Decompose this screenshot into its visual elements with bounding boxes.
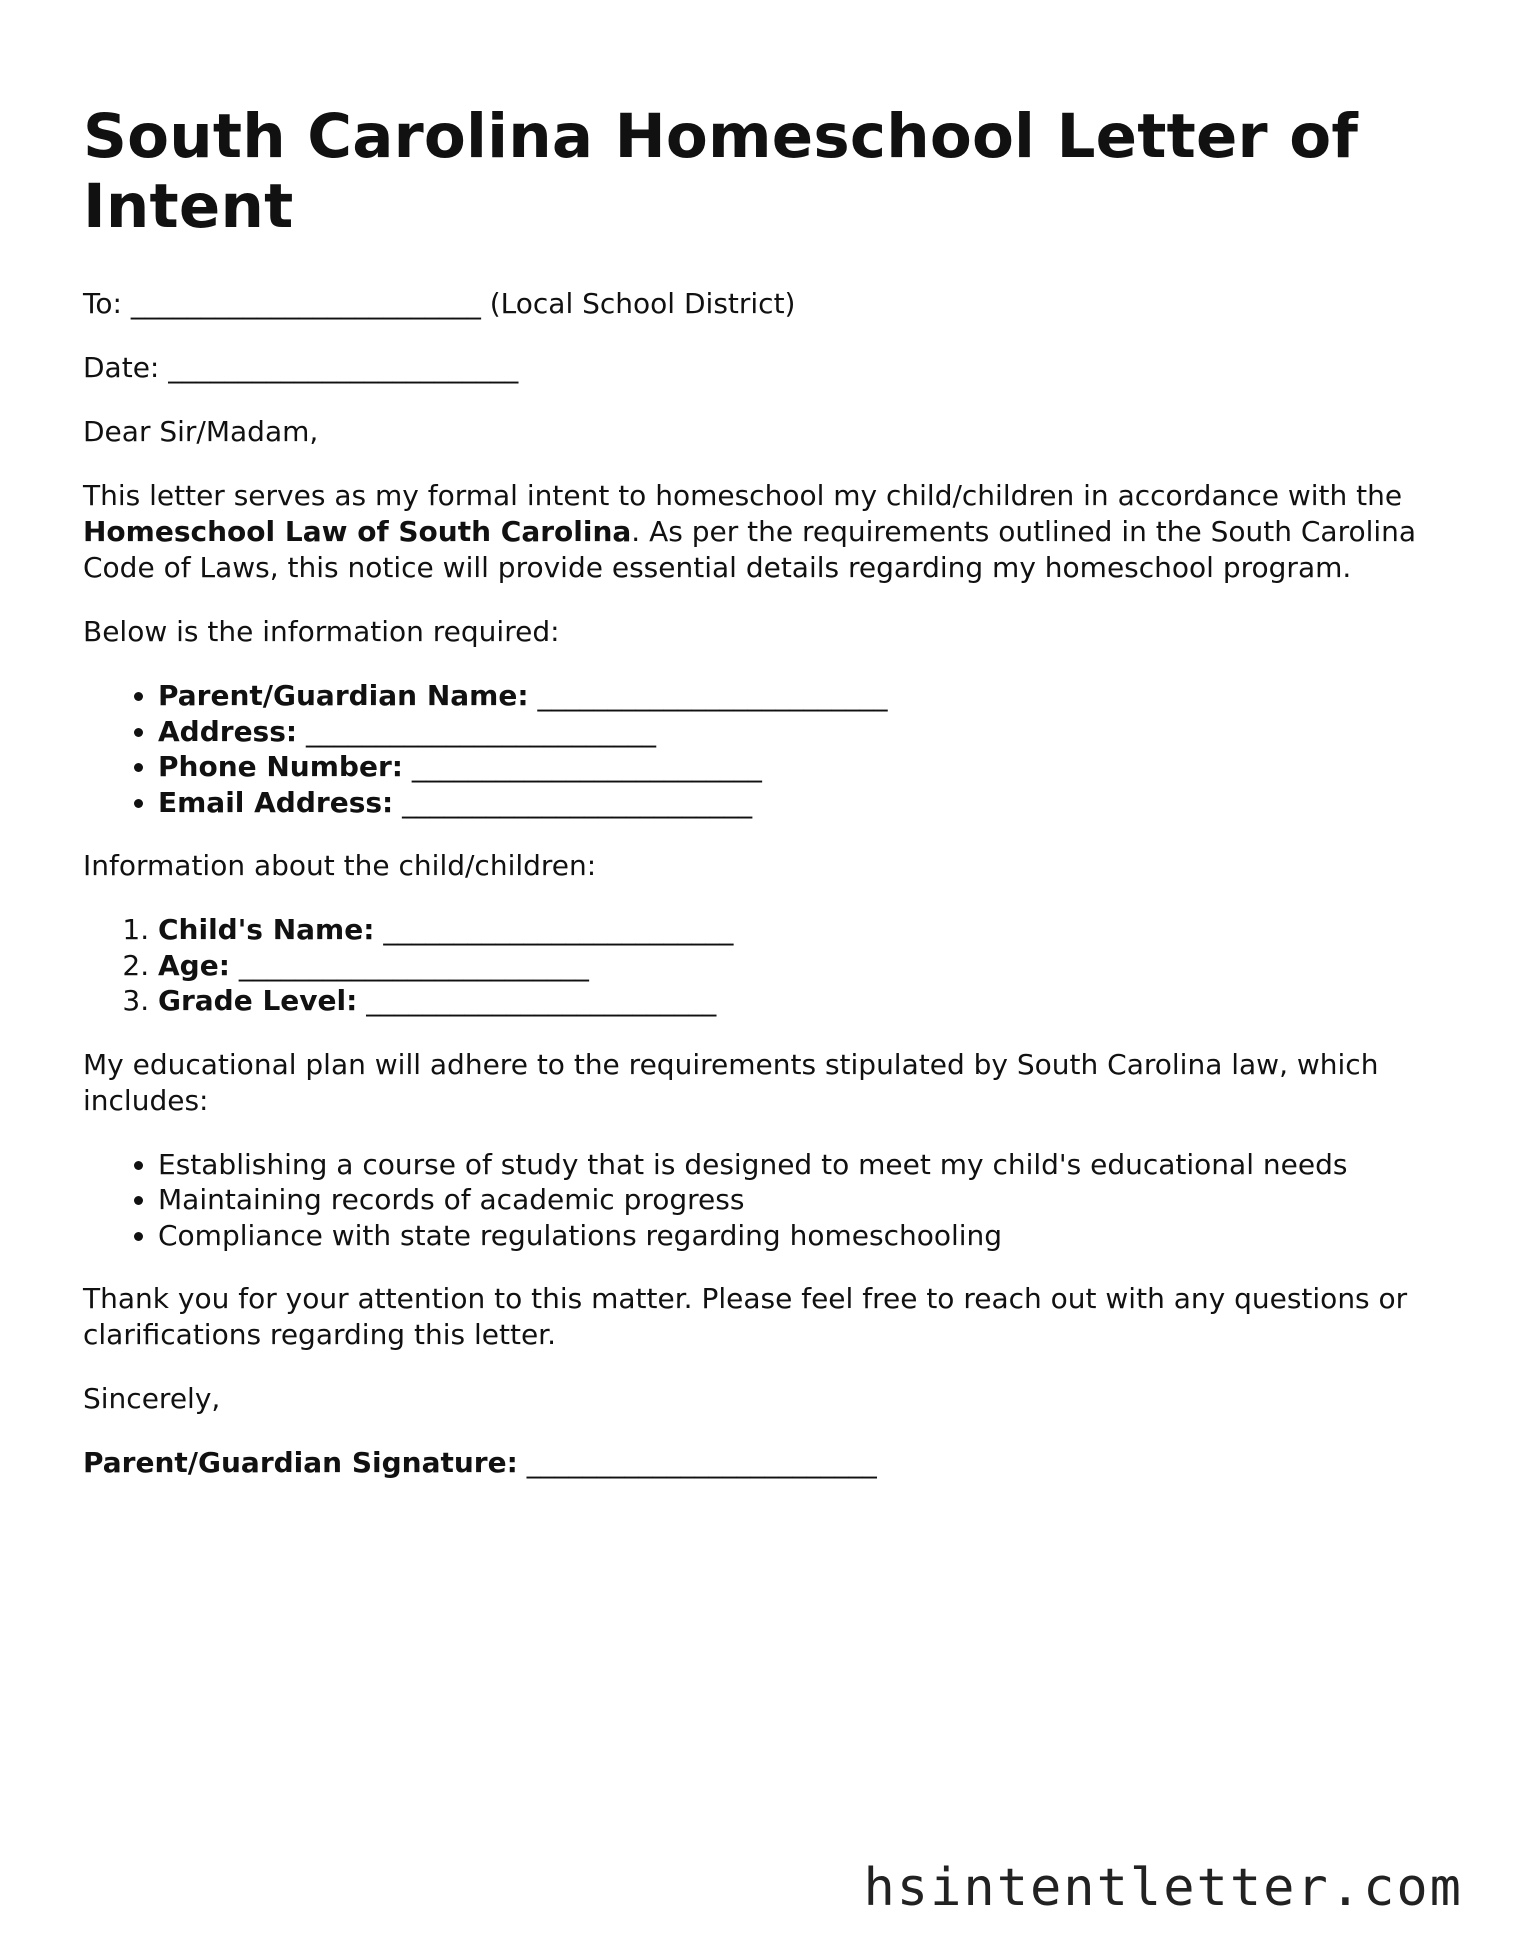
age-blank: _________________________ [238, 948, 589, 982]
parent-fields-list [83, 678, 1443, 820]
child-name-label: Child's Name: [158, 913, 375, 946]
info-heading: Below is the information required: [83, 615, 560, 648]
plan-items-list [83, 1147, 1443, 1254]
list-item: • Establishing a course of study that is designed to meet my child's educational needs [158, 1147, 1443, 1183]
address-label: Address: [158, 714, 298, 748]
email-label: Email Address: [158, 785, 394, 819]
signature-label: Parent/Guardian Signature: [83, 1446, 518, 1479]
list-item [158, 785, 1443, 821]
phone-blank: _________________________ [411, 750, 762, 783]
intro-law-name: Homeschool Law of South Carolina [83, 515, 632, 548]
list-item [158, 678, 1443, 714]
to-blank: _________________________ [130, 287, 481, 320]
thanks-paragraph: Thank you for your attention to this matter. Please feel free to reach out with any questions or clarifications regarding this letter. [83, 1282, 1408, 1351]
signature-line [83, 1445, 1443, 1481]
age-label: Age: [158, 948, 230, 982]
child-heading: Information about the child/children: [83, 849, 597, 882]
list-item [158, 983, 1443, 1019]
to-line [83, 286, 1443, 322]
to-label: To: [83, 287, 122, 320]
watermark: hsintentletter.com [863, 1858, 1463, 1918]
date-blank: _________________________ [168, 351, 519, 384]
signature-blank: _________________________ [526, 1446, 877, 1479]
list-item [158, 912, 1443, 948]
parent-name-blank: _________________________ [537, 679, 888, 712]
list-item: • Compliance with state regulations regarding homeschooling [158, 1218, 1443, 1254]
list-item [158, 749, 1443, 785]
salutation: Dear Sir/Madam, [83, 415, 319, 448]
list-item [158, 714, 1443, 750]
date-line [83, 350, 1443, 386]
grade-blank: _________________________ [366, 984, 717, 1017]
phone-label: Phone Number: [158, 750, 403, 783]
to-suffix: (Local School District) [489, 287, 796, 320]
list-item [158, 948, 1443, 984]
intro-text-before: This letter serves as my formal intent to homeschool my child/children in accordance with the [83, 479, 1403, 512]
date-label: Date: [83, 351, 160, 384]
address-blank: _________________________ [306, 714, 656, 748]
grade-label: Grade Level: [158, 984, 358, 1017]
parent-name-label: Parent/Guardian Name: [158, 679, 529, 712]
letter-document [83, 102, 1443, 1509]
intro-paragraph [83, 478, 1443, 586]
list-item: • Maintaining records of academic progress [158, 1182, 1443, 1218]
page-title: South Carolina Homeschool Letter of Intent [83, 101, 1359, 242]
child-name-blank: _________________________ [383, 913, 734, 946]
email-blank: _________________________ [402, 785, 753, 819]
closing: Sincerely, [83, 1382, 221, 1415]
plan-paragraph: My educational plan will adhere to the requirements stipulated by South Carolina law, which includes: [83, 1047, 1379, 1117]
child-fields-list [83, 912, 1443, 1019]
intro-text-after: . As per the requirements outlined in the South Carolina Code of Laws, this notice will provide essential details regarding my homeschool program. [83, 515, 1417, 584]
